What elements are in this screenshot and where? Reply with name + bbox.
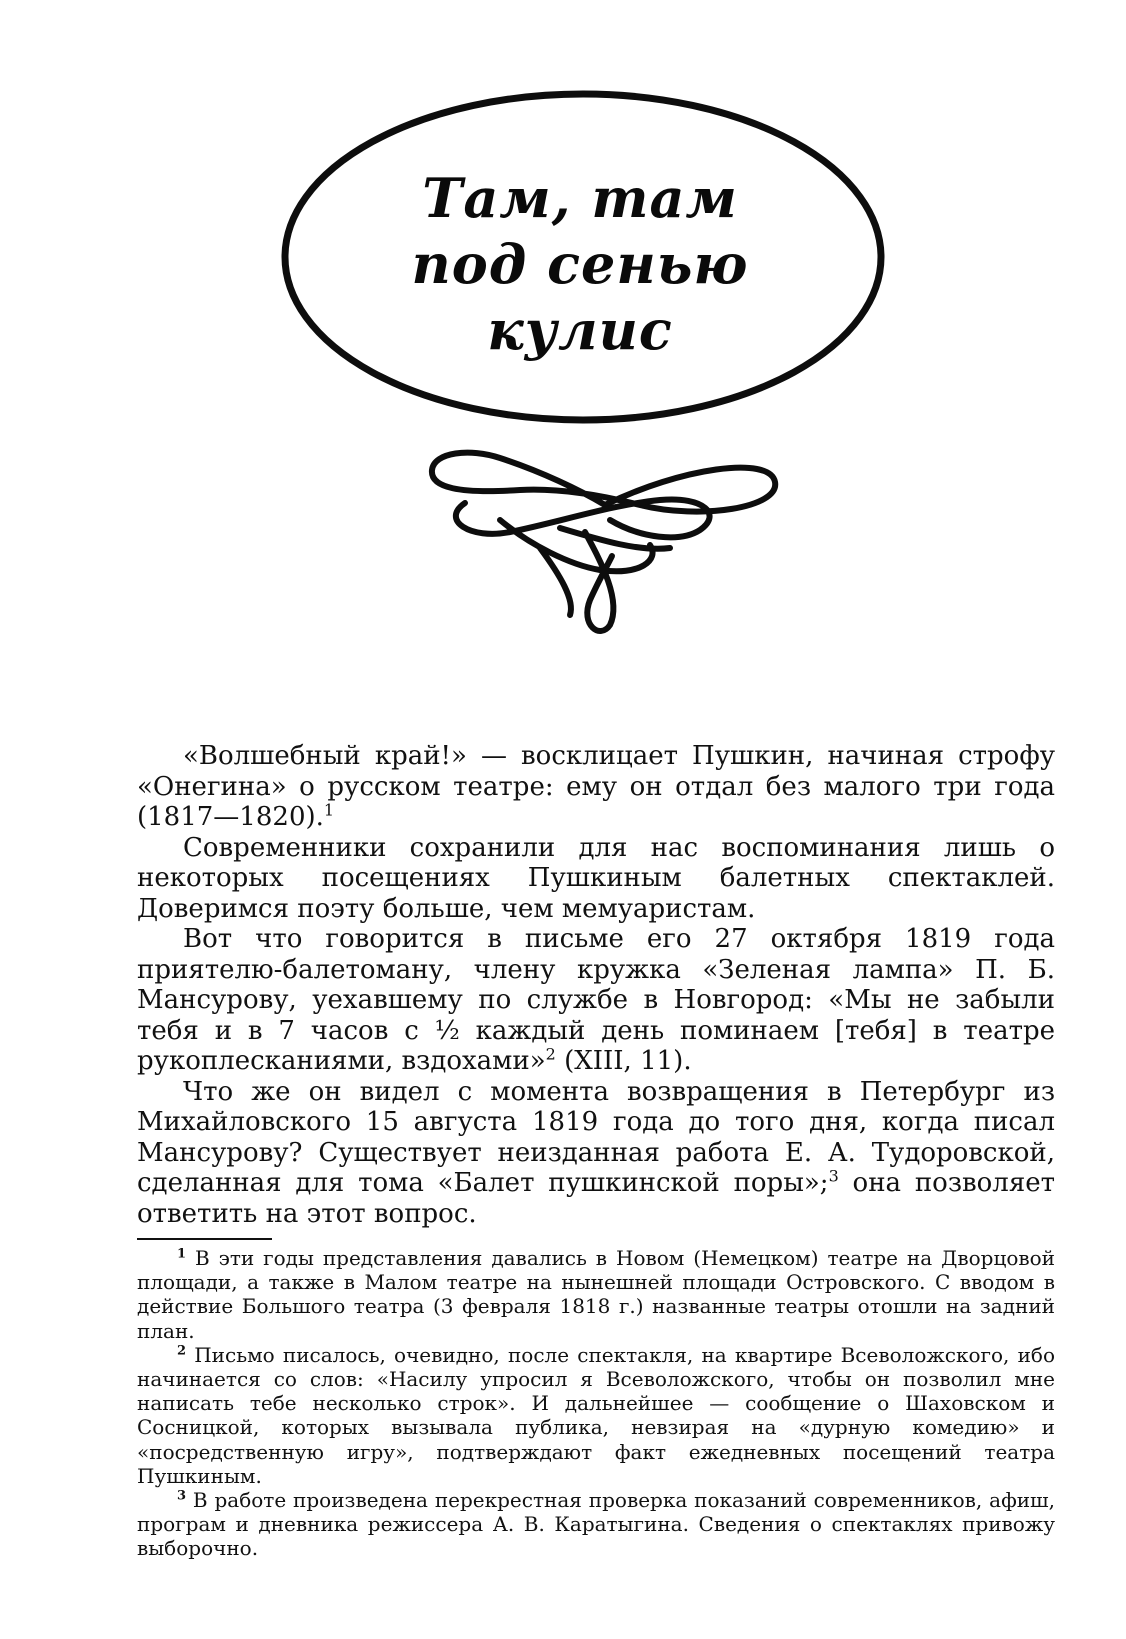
flourish-ornament-icon xyxy=(432,453,775,631)
paragraph-3-text-end: (XIII, 11). xyxy=(555,1046,692,1076)
footnote-ref-3: 3 xyxy=(828,1166,839,1186)
chapter-title xyxy=(330,165,830,363)
paragraph-4-text-end: она позволяет ответить на этот вопрос. xyxy=(137,1168,1055,1229)
paragraph-2 xyxy=(137,833,1055,925)
paragraph-2-text: Современники сохранили для нас воспоминания лишь о некоторых посещениях Пушкиным балетных спектаклей. Доверимся поэту больше, чем мемуаристам. xyxy=(137,832,1055,924)
chapter-title-line-1: Там, там xyxy=(422,166,738,230)
footnote-1 xyxy=(137,1246,1055,1343)
footnote-1-text: В эти годы представления давались в Новом (Немецком) театре на Дворцовой площади, а также в Малом театре на нынешней площади Островского. С вводом в действие Большого театра (3 февраля 1818 г.) названные театры отошли на задний план. xyxy=(137,1246,1055,1343)
main-text xyxy=(137,741,1055,1229)
footnote-3 xyxy=(137,1488,1055,1561)
footnote-ref-2: 2 xyxy=(545,1044,556,1064)
footnote-number-2: 2 xyxy=(177,1343,187,1359)
footnote-separator xyxy=(137,1238,272,1240)
paragraph-4 xyxy=(137,1077,1055,1230)
paragraph-4-text: Что же он видел с момента возвращения в Петербург из Михайловского 15 августа 1819 года до того дня, когда писал Мансурову? Существует неизданная работа Е. А. Тудоровской, сделанная для тома «Балет пушкинской поры»; xyxy=(137,1076,1055,1198)
paragraph-3-text: Вот что говорится в письме его 27 октября 1819 года приятелю-балетоману, члену кружка «Зеленая лампа» П. Б. Мансурову, уехавшему по службе в Новгород: «Мы не забыли тебя и в 7 часов с ½ каждый день поминаем [тебя] в театре рукоплесканиями, вздохами» xyxy=(137,924,1055,1076)
paragraph-1-text: «Волшебный край!» — восклицает Пушкин, начиная строфу «Онегина» о русском театре: ему он отдал без малого три года (1817—1820). xyxy=(137,741,1055,832)
footnote-3-text: В работе произведена перекрестная проверка показаний современников, афиш, програм и дневника режиссера А. В. Каратыгина. Сведения о спектаклях привожу выборочно. xyxy=(137,1488,1056,1561)
footnote-2-text: Письмо писалось, очевидно, после спектакля, на квартире Всеволожского, ибо начинается со слов: «Насилу упросил я Всеволожского, чтобы он позволил мне написать тебе несколько строк». И дальнейшее — сообщение о Шаховском и Сосницкой, которых вызывала публика, невзирая на «дурную комедию» и «посредственную игру», подтверждают факт ежедневных посещений театра Пушкиным. xyxy=(137,1342,1055,1488)
footnotes xyxy=(137,1246,1055,1561)
paragraph-3 xyxy=(137,924,1055,1077)
chapter-title-line-3: кулис xyxy=(487,298,673,362)
footnote-ref-1: 1 xyxy=(323,800,335,820)
footnote-2 xyxy=(137,1343,1055,1488)
footnote-number-1: 1 xyxy=(177,1246,187,1262)
chapter-title-line-2: под сенью xyxy=(411,232,749,296)
paragraph-1 xyxy=(137,741,1055,833)
footnote-number-3: 3 xyxy=(177,1488,187,1504)
